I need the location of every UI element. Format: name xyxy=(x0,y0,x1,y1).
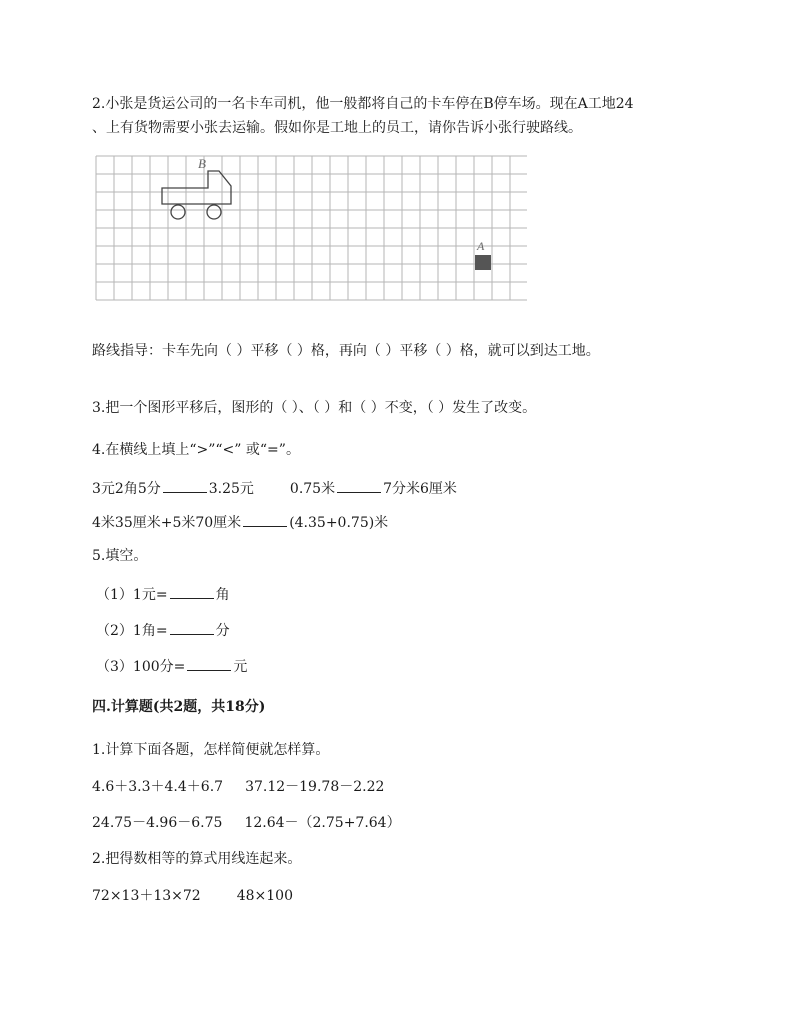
q4-a-left: 3元2角5分 xyxy=(92,481,161,497)
q5-item-1-left: 1元= xyxy=(132,587,168,603)
truck-wheel-rear xyxy=(171,205,185,219)
calc2-e1: 72×13＋13×72 xyxy=(92,888,201,904)
q3-text: 3.把一个图形平移后，图形的（ ）、（ ）和（ ）不变，（ ）发生了改变。 xyxy=(92,400,537,416)
q4-c-right: (4.35+0.75)米 xyxy=(289,515,389,531)
calc1-e4: 12.64－（2.75+7.64） xyxy=(244,815,401,831)
q4-title: 4.在横线上填上“>”“<” 或“=”。 xyxy=(92,442,300,458)
section4-heading: 四.计算题(共2题，共18分) xyxy=(92,699,266,715)
q4-b-right: 7分米6厘米 xyxy=(383,481,457,497)
calc1-e1: 4.6＋3.3＋4.4＋6.7 xyxy=(92,779,224,795)
q4-c-blank[interactable] xyxy=(243,512,287,527)
q2-text-line2: 、上有货物需要小张去运输。假如你是工地上的员工，请你告诉小张行驶路线。 xyxy=(92,120,582,136)
calc1-title: 1.计算下面各题，怎样简便就怎样算。 xyxy=(92,742,330,758)
q4-row1 xyxy=(92,478,457,499)
q5-item-1-blank[interactable] xyxy=(170,584,214,599)
truck-wheel-front xyxy=(207,205,221,219)
calc1-row1 xyxy=(92,777,384,797)
q5-item-2-unit: 分 xyxy=(215,623,230,639)
grid-figure xyxy=(95,155,527,303)
q4-a-right: 3.25元 xyxy=(208,481,254,497)
q5-item-3-left: 100分= xyxy=(132,659,186,675)
calc2-row1 xyxy=(92,886,293,906)
truck-drawing xyxy=(162,171,231,219)
grid-lines xyxy=(96,156,527,300)
q2-route-text: 路线指导：卡车先向（ ）平移（ ）格，再向（ ）平移（ ）格，就可以到达工地。 xyxy=(92,343,600,359)
calc1-row2 xyxy=(92,813,401,833)
q5-item-1-num: （1） xyxy=(96,587,133,603)
q4-c-left: 4米35厘米+5米70厘米 xyxy=(92,515,242,531)
calc1-e3: 24.75－4.96－6.75 xyxy=(92,815,223,831)
q5-item-2 xyxy=(96,620,230,641)
calc2-e2: 48×100 xyxy=(236,888,293,904)
q4-b-blank[interactable] xyxy=(337,478,381,493)
q5-title: 5.填空。 xyxy=(92,548,148,564)
q5-item-3-num: （3） xyxy=(96,659,133,675)
site-a-square xyxy=(475,255,491,270)
calc1-e2: 37.12－19.78－2.22 xyxy=(245,779,385,795)
q5-item-3-unit: 元 xyxy=(233,659,248,675)
q5-item-3 xyxy=(96,656,247,677)
truck-body xyxy=(162,171,231,204)
calc2-title: 2.把得数相等的算式用线连起来。 xyxy=(92,851,302,867)
q2-text-line1: 2.小张是货运公司的一名卡车司机，他一般都将自己的卡车停在B停车场。现在A工地24 xyxy=(92,96,634,112)
q5-item-3-blank[interactable] xyxy=(187,656,231,671)
q5-item-2-num: （2） xyxy=(96,623,133,639)
label-b: B xyxy=(198,156,206,171)
q4-a-blank[interactable] xyxy=(163,478,207,493)
q5-item-1-unit: 角 xyxy=(215,587,230,603)
q4-row2 xyxy=(92,512,388,533)
q5-item-2-left: 1角= xyxy=(132,623,168,639)
q4-b-left: 0.75米 xyxy=(289,481,336,497)
q5-item-2-blank[interactable] xyxy=(170,620,214,635)
label-a: A xyxy=(477,239,485,253)
q5-item-1 xyxy=(96,584,230,605)
